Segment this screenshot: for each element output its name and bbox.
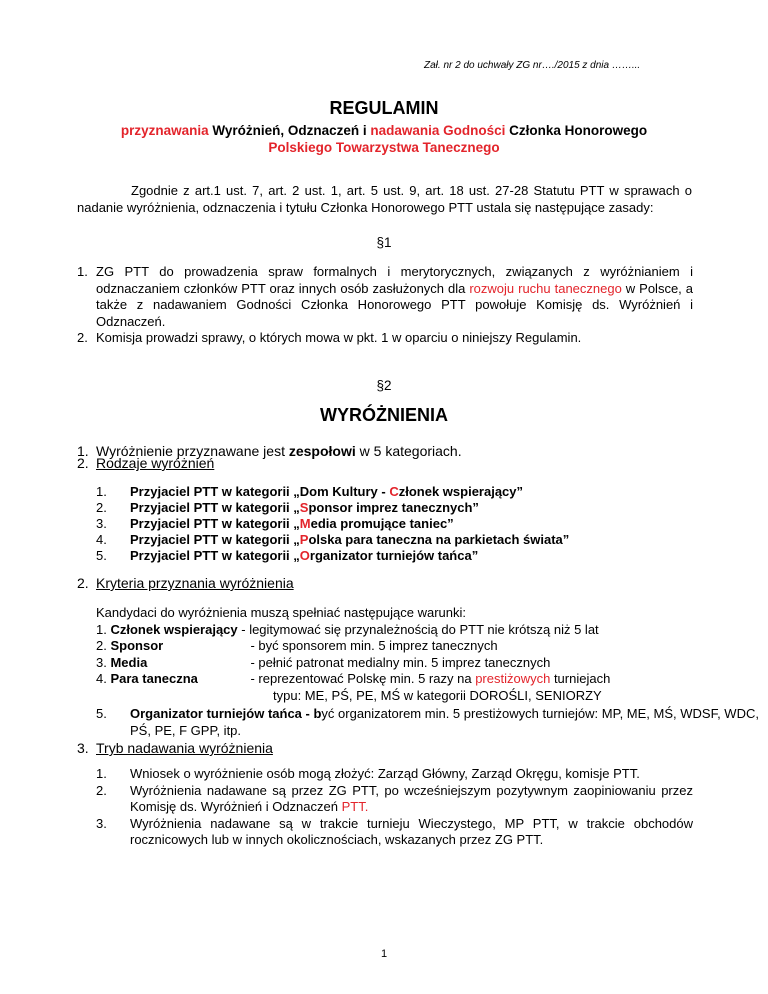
list-item: 4. Przyjaciel PTT w kategorii „Polska para taneczna na parkietach świata”: [96, 532, 570, 547]
list-item: 1. Przyjaciel PTT w kategorii „Dom Kultury - Członek wspierający”: [96, 484, 524, 499]
list-item: 2. Komisja prowadzi sprawy, o których mowa w pkt. 1 w oparciu o niniejszy Regulamin.: [77, 330, 582, 345]
list-item: 2. Sponsor - być sponsorem min. 5 imprez tanecznych: [96, 638, 498, 653]
document-title: REGULAMIN: [329, 98, 439, 118]
list-item: 2. Wyróżnienia nadawane są przez ZG PTT, po wcześniejszym pozytywnym zaopiniowaniu przez Komisję ds. Wyróżnień i Odznaczeń PTT.: [96, 782, 693, 814]
section-1-list: [77, 264, 693, 347]
list-item: 3. Media - pełnić patronat medialny min. 5 imprez tanecznych: [96, 654, 551, 670]
list-item: 3. Przyjaciel PTT w kategorii „Media promujące taniec”: [96, 516, 454, 531]
point-4: 3. Tryb nadawania wyróżnienia: [77, 740, 273, 756]
subtitle-part-2: Wyróżnień, Odznaczeń i: [208, 123, 371, 138]
point-2: 2. Rodzaje wyróżnień: [77, 455, 215, 471]
list-item: 5. Organizator turniejów tańca - być organizatorem min. 5 prestiżowych turniejów: MP, ME, MŚ, WDSF, WDC, PŚ, PE, F GPP, itp.: [96, 706, 759, 738]
criteria-intro: Kandydaci do wyróżnienia muszą spełniać następujące warunki:: [96, 605, 466, 620]
list-item: 1. Członek wspierający - legitymować się przynależnością do PTT nie krótszą niż 5 lat: [96, 621, 599, 637]
list-item: 4. Para taneczna - reprezentować Polskę min. 5 razy na prestiżowych turniejach: [96, 671, 611, 686]
subtitle-part-3: nadawania Godności: [370, 123, 506, 138]
list-item: 2. Przyjaciel PTT w kategorii „Sponsor imprez tanecznych”: [96, 500, 479, 515]
procedure-list: [96, 766, 693, 849]
list-item: 1. Wniosek o wyróżnienie osób mogą złożyć: Zarząd Główny, Zarząd Okręgu, komisje PTT.: [96, 766, 640, 781]
attachment-reference: Zał. nr 2 do uchwały ZG nr…./2015 z dnia ……...: [424, 60, 641, 71]
section-heading: WYRÓŻNIENIA: [320, 405, 448, 425]
subtitle-part-4: Członka Honorowego: [505, 123, 648, 138]
document-subtitle: [40, 122, 728, 156]
subtitle-part-1: przyznawania: [120, 123, 209, 138]
page-number: 1: [380, 948, 388, 960]
section-2-mark: §2: [376, 378, 392, 393]
point-1: 1. Wyróżnienie przyznawane jest zespołowi w 5 kategoriach.: [77, 443, 462, 459]
subtitle-part-5: Polskiego Towarzystwa Tanecznego: [268, 140, 500, 155]
categories-list: [96, 484, 569, 564]
point-3-title: Kryteria przyznania wyróżnienia: [96, 575, 294, 591]
list-item: 5. Przyjaciel PTT w kategorii „Organizator turniejów tańca”: [96, 548, 479, 563]
list-item-continuation: typu: ME, PŚ, PE, MŚ w kategorii DOROŚLI, SENIORZY: [273, 687, 602, 703]
point-4-title: Tryb nadawania wyróżnienia: [96, 740, 273, 756]
intro-paragraph: Zgodnie z art.1 ust. 7, art. 2 ust. 1, art. 5 ust. 9, art. 18 ust. 27-28 Statutu PTT w sprawach o nadanie wyróżnienia, odznaczenia i tytułu Członka Honorowego PTT ustala się następujące zasady:: [77, 183, 692, 215]
list-item: 1. ZG PTT do prowadzenia spraw formalnych i merytorycznych, związanych z wyróżnianiem i odznaczaniem członków PTT oraz innych osób zasłużonych dla rozwoju ruchu tanecznego w Polsce, a także z nadawaniem Godności Członka Honorowego PTT powołuje Komisję ds. Wyróżnień i Odznaczeń.: [77, 264, 693, 329]
section-1-mark: §1: [376, 235, 392, 250]
list-item: 3. Wyróżnienia nadawane są w trakcie turnieju Wieczystego, MP PTT, w trakcie obchodów rocznicowych lub w innych okolicznościach, wskazanych przez ZG PTT.: [96, 815, 693, 847]
criteria-block: [96, 605, 768, 739]
point-3: 2. Kryteria przyznania wyróżnienia: [77, 575, 294, 591]
point-2-title: Rodzaje wyróżnień: [96, 455, 215, 471]
